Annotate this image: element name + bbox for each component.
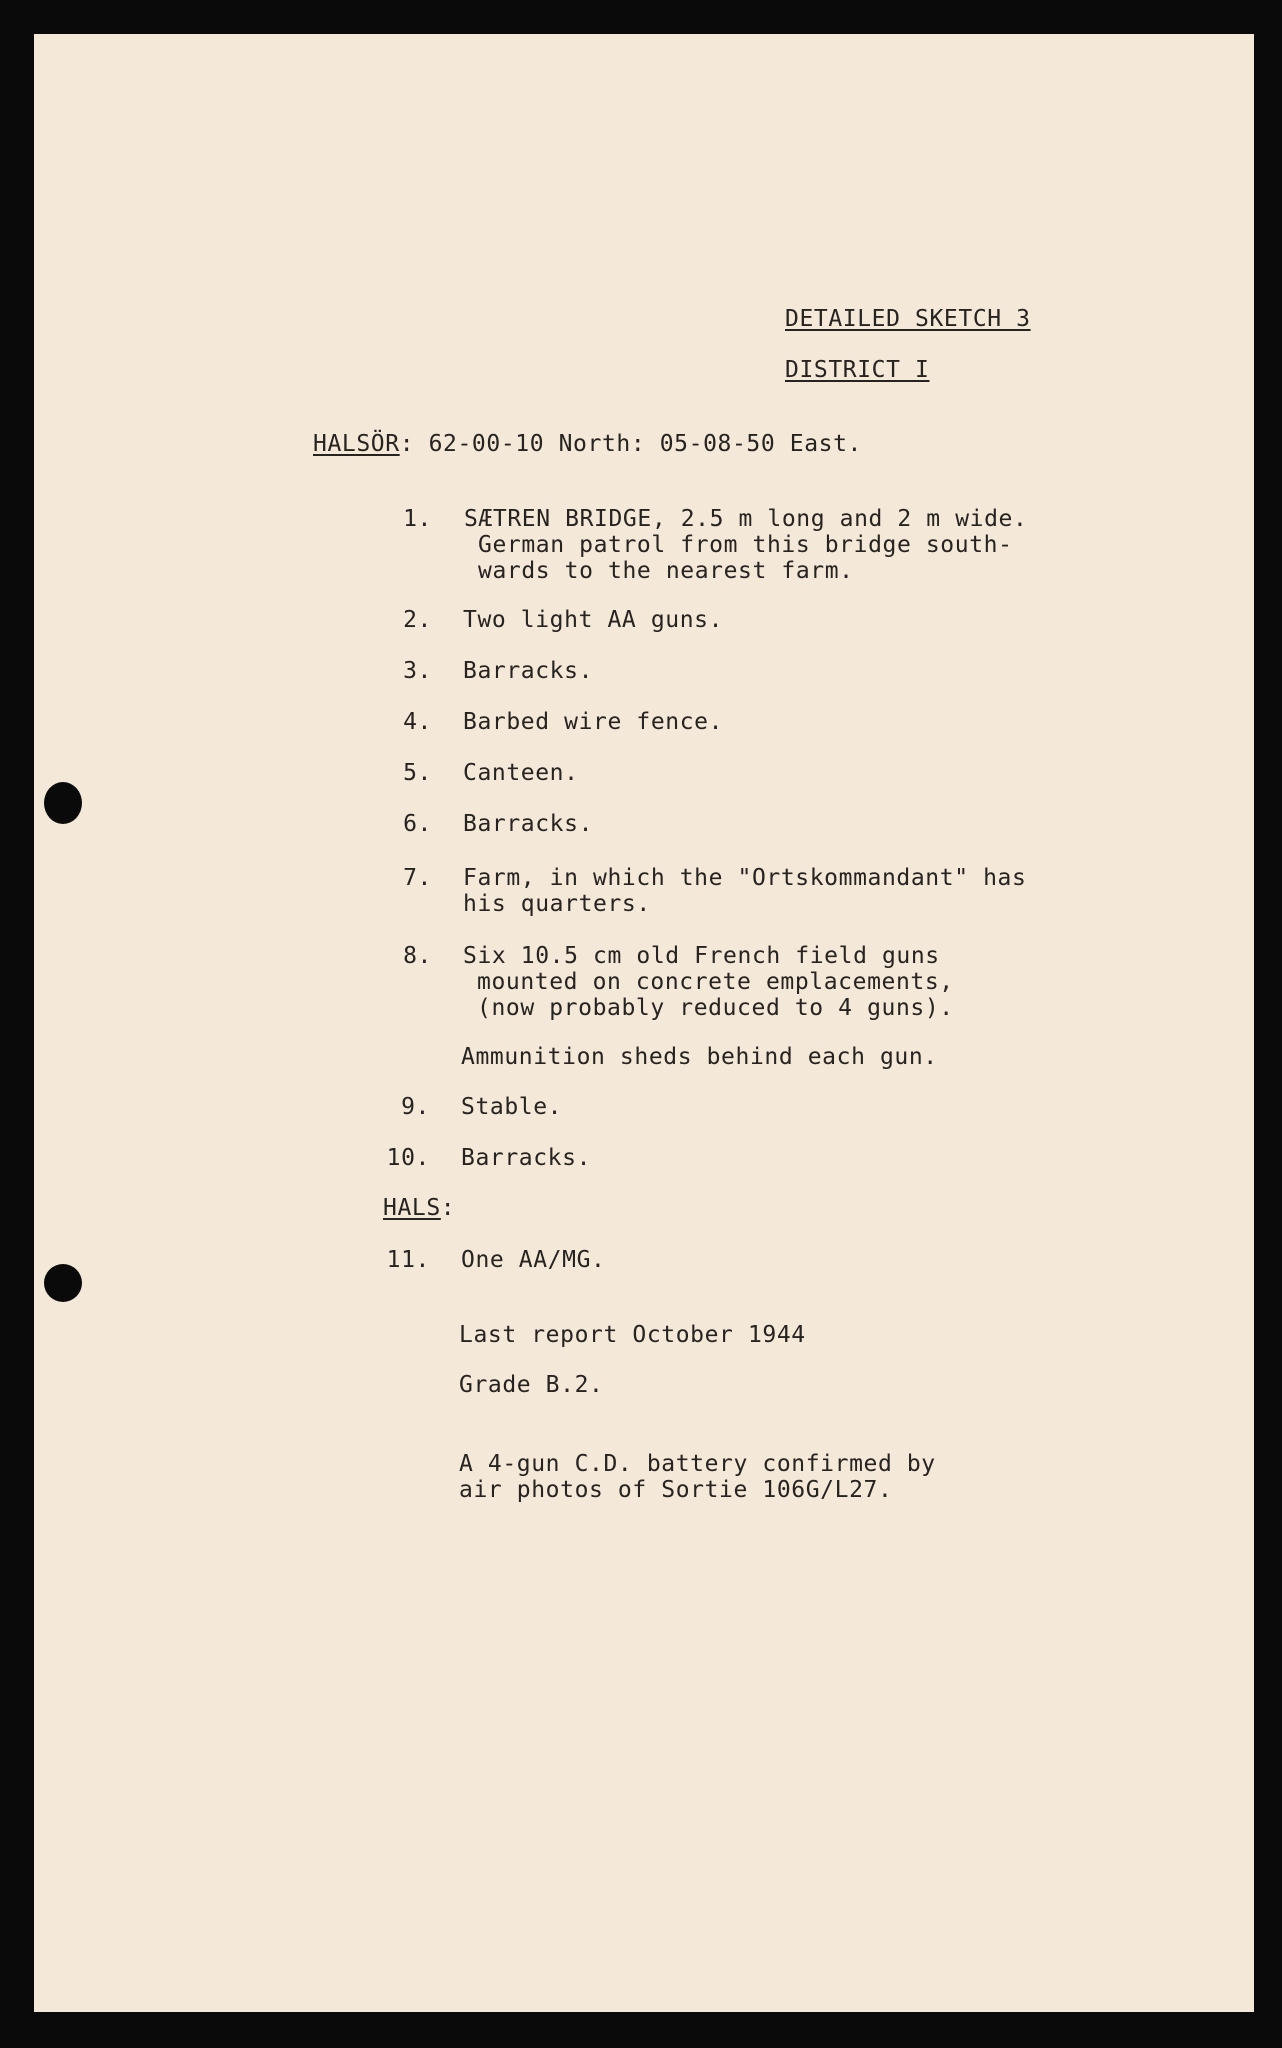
punch-hole xyxy=(44,1264,82,1302)
item-number: 11. xyxy=(386,1247,430,1273)
punch-hole xyxy=(44,782,82,824)
section-name: HALS xyxy=(383,1195,441,1221)
item-text: Canteen. xyxy=(463,760,579,786)
item-text: German patrol from this bridge south- xyxy=(478,532,1013,558)
item-number: 8. xyxy=(403,943,432,969)
item-number: 2. xyxy=(403,607,432,633)
item-text: One AA/MG. xyxy=(461,1247,606,1273)
item-number: 5. xyxy=(403,760,432,786)
location-coords: : 62-00-10 North: 05-08-50 East. xyxy=(399,431,862,457)
item-text: his quarters. xyxy=(463,891,651,917)
item-subnote: Ammunition sheds behind each gun. xyxy=(461,1044,938,1070)
last-report: Last report October 1944 xyxy=(459,1322,806,1348)
item-number: 9. xyxy=(401,1094,430,1120)
item-text: Barracks. xyxy=(463,811,594,837)
item-text: SÆTREN BRIDGE, 2.5 m long and 2 m wide. xyxy=(464,506,1028,532)
item-text: (now probably reduced to 4 guns). xyxy=(477,995,954,1021)
item-text: Stable. xyxy=(461,1094,563,1120)
item-number: 6. xyxy=(403,811,432,837)
item-number: 10. xyxy=(386,1145,430,1171)
item-text: mounted on concrete emplacements, xyxy=(477,969,954,995)
item-text: Six 10.5 cm old French field guns xyxy=(463,943,940,969)
document-heading: DETAILED SKETCH 3 xyxy=(785,306,1031,332)
item-number: 7. xyxy=(403,865,432,891)
location-line xyxy=(313,431,862,457)
note-line: A 4-gun C.D. battery confirmed by xyxy=(459,1451,936,1477)
section-heading: HALS: xyxy=(383,1195,456,1221)
item-text: Farm, in which the "Ortskommandant" has xyxy=(463,865,1027,891)
item-text: Two light AA guns. xyxy=(463,607,724,633)
item-number: 3. xyxy=(403,658,432,684)
item-text: Barracks. xyxy=(461,1145,592,1171)
item-text: Barbed wire fence. xyxy=(463,709,724,735)
item-text: wards to the nearest farm. xyxy=(478,558,854,584)
item-number: 1. xyxy=(403,506,432,532)
item-number: 4. xyxy=(403,709,432,735)
grade: Grade B.2. xyxy=(459,1372,604,1398)
item-text: Barracks. xyxy=(463,658,594,684)
document-page xyxy=(34,34,1254,2012)
document-subheading: DISTRICT I xyxy=(785,357,930,383)
location-name: HALSÖR xyxy=(313,431,400,457)
note-line: air photos of Sortie 106G/L27. xyxy=(459,1477,893,1503)
